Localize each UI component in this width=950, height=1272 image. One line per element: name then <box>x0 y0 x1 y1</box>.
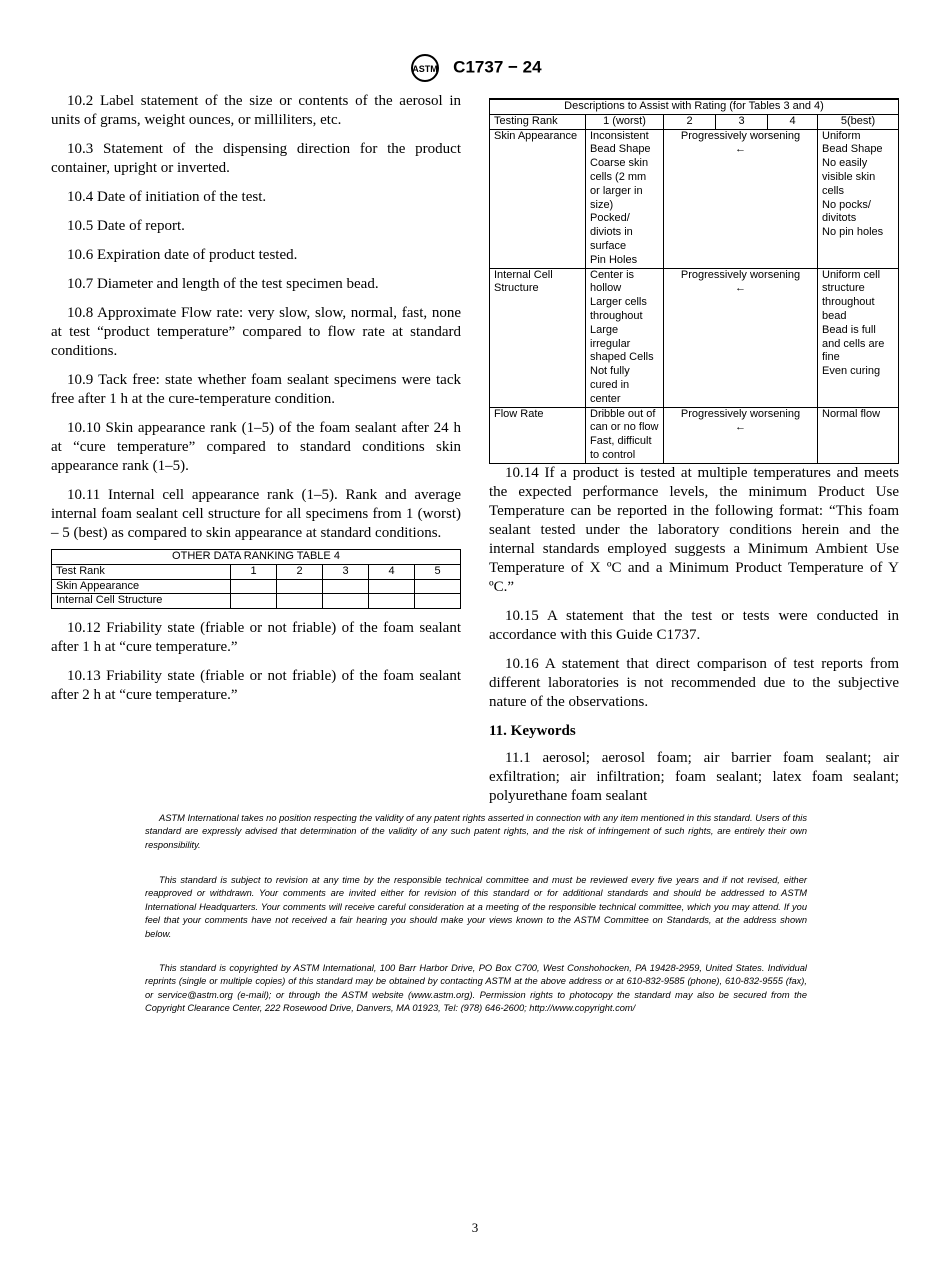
row-label: Internal Cell Structure <box>52 594 231 609</box>
notice-text: This standard is subject to revision at any time by the responsible technical committee and must be reviewed every five years and if not revised, either reapproved or withdrawn. Your comments are invited either for revision of this standard or for additional standards and should be addressed to ASTM International Headquarters. Your comments will receive careful consideration at a meeting of the responsible technical committee, which you may attend. If you feel that your comments have not received a fair hearing you should make your views known to the ASTM Committee on Standards, at the address shown below. <box>145 875 807 939</box>
paragraph-10-16: 10.16 A statement that direct comparison of test reports from different laboratories is not recommended due to the subjective nature of the observations. <box>489 656 899 710</box>
cell-line: fine <box>822 351 840 364</box>
cell-line: Inconsistent <box>590 129 649 142</box>
cell-line: Uniform <box>822 129 861 142</box>
row-label-text: Internal Cell Structure <box>494 268 553 295</box>
cell-line: or larger in <box>590 184 643 197</box>
progression-cell <box>664 129 818 268</box>
table-row <box>490 268 899 407</box>
table-row <box>490 407 899 463</box>
right-column <box>489 464 899 816</box>
table-row <box>52 564 461 579</box>
table-row <box>52 579 461 594</box>
cell-line: divitots <box>822 212 857 225</box>
cell-line: No pin holes <box>822 226 884 239</box>
progression-text: Progressively worsening <box>680 268 801 281</box>
cell-line: Fast, difficult <box>590 435 652 448</box>
cell-line: No easily <box>822 157 868 170</box>
cell-line: size) <box>590 198 614 211</box>
document-designation: C1737 − 24 <box>453 57 542 77</box>
cell-line: visible skin <box>822 170 876 183</box>
cell-line: surface <box>590 239 627 252</box>
table-cell <box>277 579 323 594</box>
cell-line: Pocked/ <box>590 212 630 225</box>
notice-text: This standard is copyrighted by ASTM International, 100 Barr Harbor Drive, PO Box C700, West Conshohocken, PA 19428-2959, United States. Individual reprints (single or multiple copies) of this standard may be obtained by contacting ASTM at the above address or at 610-832-9585 (phone), 610-832-9555 (fax), or service@astm.org (e-mail); or through the ASTM website (www.astm.org). Permission rights to photocopy the standard may also be secured from the Copyright Clearance Center, 222 Rosewood Drive, Danvers, MA 01923, Tel: (978) 646-2600; http://www.copyright.com/ <box>145 963 807 1014</box>
table-row <box>52 594 461 609</box>
patent-notice <box>145 812 807 852</box>
table-cell <box>415 579 461 594</box>
cell-line: center <box>590 392 621 405</box>
cell-line: Coarse skin <box>590 157 649 170</box>
rating-descriptions-table <box>489 98 899 464</box>
cell-line: shaped Cells <box>590 351 654 364</box>
best-description <box>818 407 899 463</box>
table-cell <box>323 594 369 609</box>
rank-header: 1 <box>231 564 277 579</box>
table-header-cell: 1 (worst) <box>586 114 664 129</box>
table-header-cell: 2 <box>664 114 716 129</box>
cell-line: Center is <box>590 268 635 281</box>
left-arrow-icon: ← <box>735 143 746 156</box>
cell-line: Bead is full <box>822 323 876 336</box>
cell-line: Uniform cell <box>822 268 881 281</box>
rank-header: 2 <box>277 564 323 579</box>
paragraph-10-4: 10.4 Date of initiation of the test. <box>67 189 267 205</box>
page-number: 3 <box>471 1220 479 1235</box>
paragraph-10-14: 10.14 If a product is tested at multiple temperatures and meets the expected performance levels, the minimum Product Use Temperature can be reported in the following format: “This foam sealant tested under the laboratory conditions herein and the internal standards employed suggests a Minimum Ambient Use Temperature of X ºC and a Minimum Product Temperature of Y ºC.” <box>489 465 899 595</box>
cell-line: Bead Shape <box>590 143 651 156</box>
ranking-table-4 <box>51 549 461 609</box>
table-cell <box>369 594 415 609</box>
row-label: Skin Appearance <box>52 579 231 594</box>
paragraph-10-9: 10.9 Tack free: state whether foam sealant specimens were tack free after 1 h at the cure-temperature condition. <box>51 372 461 407</box>
cell-line: throughout <box>590 309 643 322</box>
paragraph-10-6: 10.6 Expiration date of product tested. <box>67 247 298 263</box>
left-column <box>51 92 461 715</box>
cell-line: throughout <box>822 296 875 309</box>
rank-header: 3 <box>323 564 369 579</box>
paragraph-10-13: 10.13 Friability state (friable or not friable) of the foam sealant after 2 h at “cure temperature.” <box>51 668 461 704</box>
progression-text: Progressively worsening <box>680 129 801 142</box>
paragraph-10-10: 10.10 Skin appearance rank (1–5) of the foam sealant after 24 h at “cure temperature” compared to standard conditions skin appearance rank (1–5). <box>51 420 461 474</box>
cell-line: cells <box>822 184 845 197</box>
cell-line: Even curing <box>822 365 881 378</box>
table-cell <box>323 579 369 594</box>
cell-line: hollow <box>590 282 622 295</box>
paragraph-10-7: 10.7 Diameter and length of the test specimen bead. <box>67 276 379 292</box>
cell-line: Large <box>590 323 619 336</box>
paragraph-10-5: 10.5 Date of report. <box>67 218 185 234</box>
cell-line: Bead Shape <box>822 143 883 156</box>
cell-line: can or no flow <box>590 421 659 434</box>
worst-description <box>586 129 664 268</box>
cell-line: cured in <box>590 378 630 391</box>
cell-line: bead <box>822 309 847 322</box>
paragraph-11-1: 11.1 aerosol; aerosol foam; air barrier foam sealant; air exfiltration; air infiltration; foam sealant; latex foam sealant; polyurethane foam sealant <box>489 750 899 804</box>
keywords-heading: 11. Keywords <box>489 723 576 739</box>
progression-text: Progressively worsening <box>680 407 801 420</box>
cell-line: Normal flow <box>822 407 881 420</box>
paragraph-10-15: 10.15 A statement that the test or tests were conducted in accordance with this Guide C1737. <box>489 608 899 643</box>
row-label: Flow Rate <box>490 407 586 463</box>
table-caption: OTHER DATA RANKING TABLE 4 <box>52 550 461 565</box>
cell-line: diviots in <box>590 226 633 239</box>
table-cell <box>231 579 277 594</box>
table-cell <box>231 594 277 609</box>
table-header-cell: 5(best) <box>818 114 899 129</box>
progression-cell <box>664 268 818 407</box>
paragraph-10-11: 10.11 Internal cell appearance rank (1–5). Rank and average internal foam sealant cell structure for all specimens from 1 (worst) – 5 (best) as compared to skin appearance at standard conditions. <box>51 487 461 541</box>
left-arrow-icon: ← <box>735 282 746 295</box>
table-row <box>490 114 899 129</box>
table-cell <box>277 594 323 609</box>
svg-text:ASTM: ASTM <box>412 63 439 74</box>
table-row <box>490 129 899 268</box>
table-header-cell: Testing Rank <box>490 114 586 129</box>
cell-line: Not fully <box>590 365 630 378</box>
table-header-cell: 4 <box>768 114 818 129</box>
left-arrow-icon: ← <box>735 421 746 434</box>
paragraph-10-8: 10.8 Approximate Flow rate: very slow, slow, normal, fast, none at test “product temperature” compared to flow rate at standard conditions. <box>51 305 461 359</box>
cell-line: irregular <box>590 337 631 350</box>
paragraph-10-3: 10.3 Statement of the dispensing direction for the product container, upright or inverted. <box>51 141 461 176</box>
table-caption: Descriptions to Assist with Rating (for Tables 3 and 4) <box>490 99 899 114</box>
page-header <box>0 52 950 83</box>
cell-line: Dribble out of <box>590 407 656 420</box>
copyright-notice <box>145 962 807 1016</box>
cell-line: cells (2 mm <box>590 170 647 183</box>
table-header-cell: 3 <box>716 114 768 129</box>
cell-line: Pin Holes <box>590 253 638 266</box>
rank-header: 5 <box>415 564 461 579</box>
worst-description <box>586 268 664 407</box>
table-cell <box>369 579 415 594</box>
cell-line: No pocks/ <box>822 198 871 211</box>
row-label: Skin Appearance <box>490 129 586 268</box>
cell-line: to control <box>590 448 636 461</box>
progression-cell <box>664 407 818 463</box>
cell-line: and cells are <box>822 337 885 350</box>
paragraph-10-2: 10.2 Label statement of the size or contents of the aerosol in units of grams, weight ounces, or milliliters, etc. <box>51 93 461 128</box>
worst-description <box>586 407 664 463</box>
paragraph-10-12: 10.12 Friability state (friable or not friable) of the foam sealant after 1 h at “cure temperature.” <box>51 620 461 656</box>
table-header-label: Test Rank <box>52 564 231 579</box>
row-label <box>490 268 586 407</box>
table-cell <box>415 594 461 609</box>
revision-notice <box>145 874 807 941</box>
cell-line: structure <box>822 282 865 295</box>
notice-text: ASTM International takes no position respecting the validity of any patent rights asserted in connection with any item mentioned in this standard. Users of this standard are expressly advised that determination of the validity of any such patent rights, and the risk of infringement of such rights, are entirely their own responsibility. <box>145 813 807 850</box>
best-description <box>818 268 899 407</box>
astm-logo-icon <box>408 53 442 83</box>
best-description <box>818 129 899 268</box>
cell-line: Larger cells <box>590 296 647 309</box>
rank-header: 4 <box>369 564 415 579</box>
